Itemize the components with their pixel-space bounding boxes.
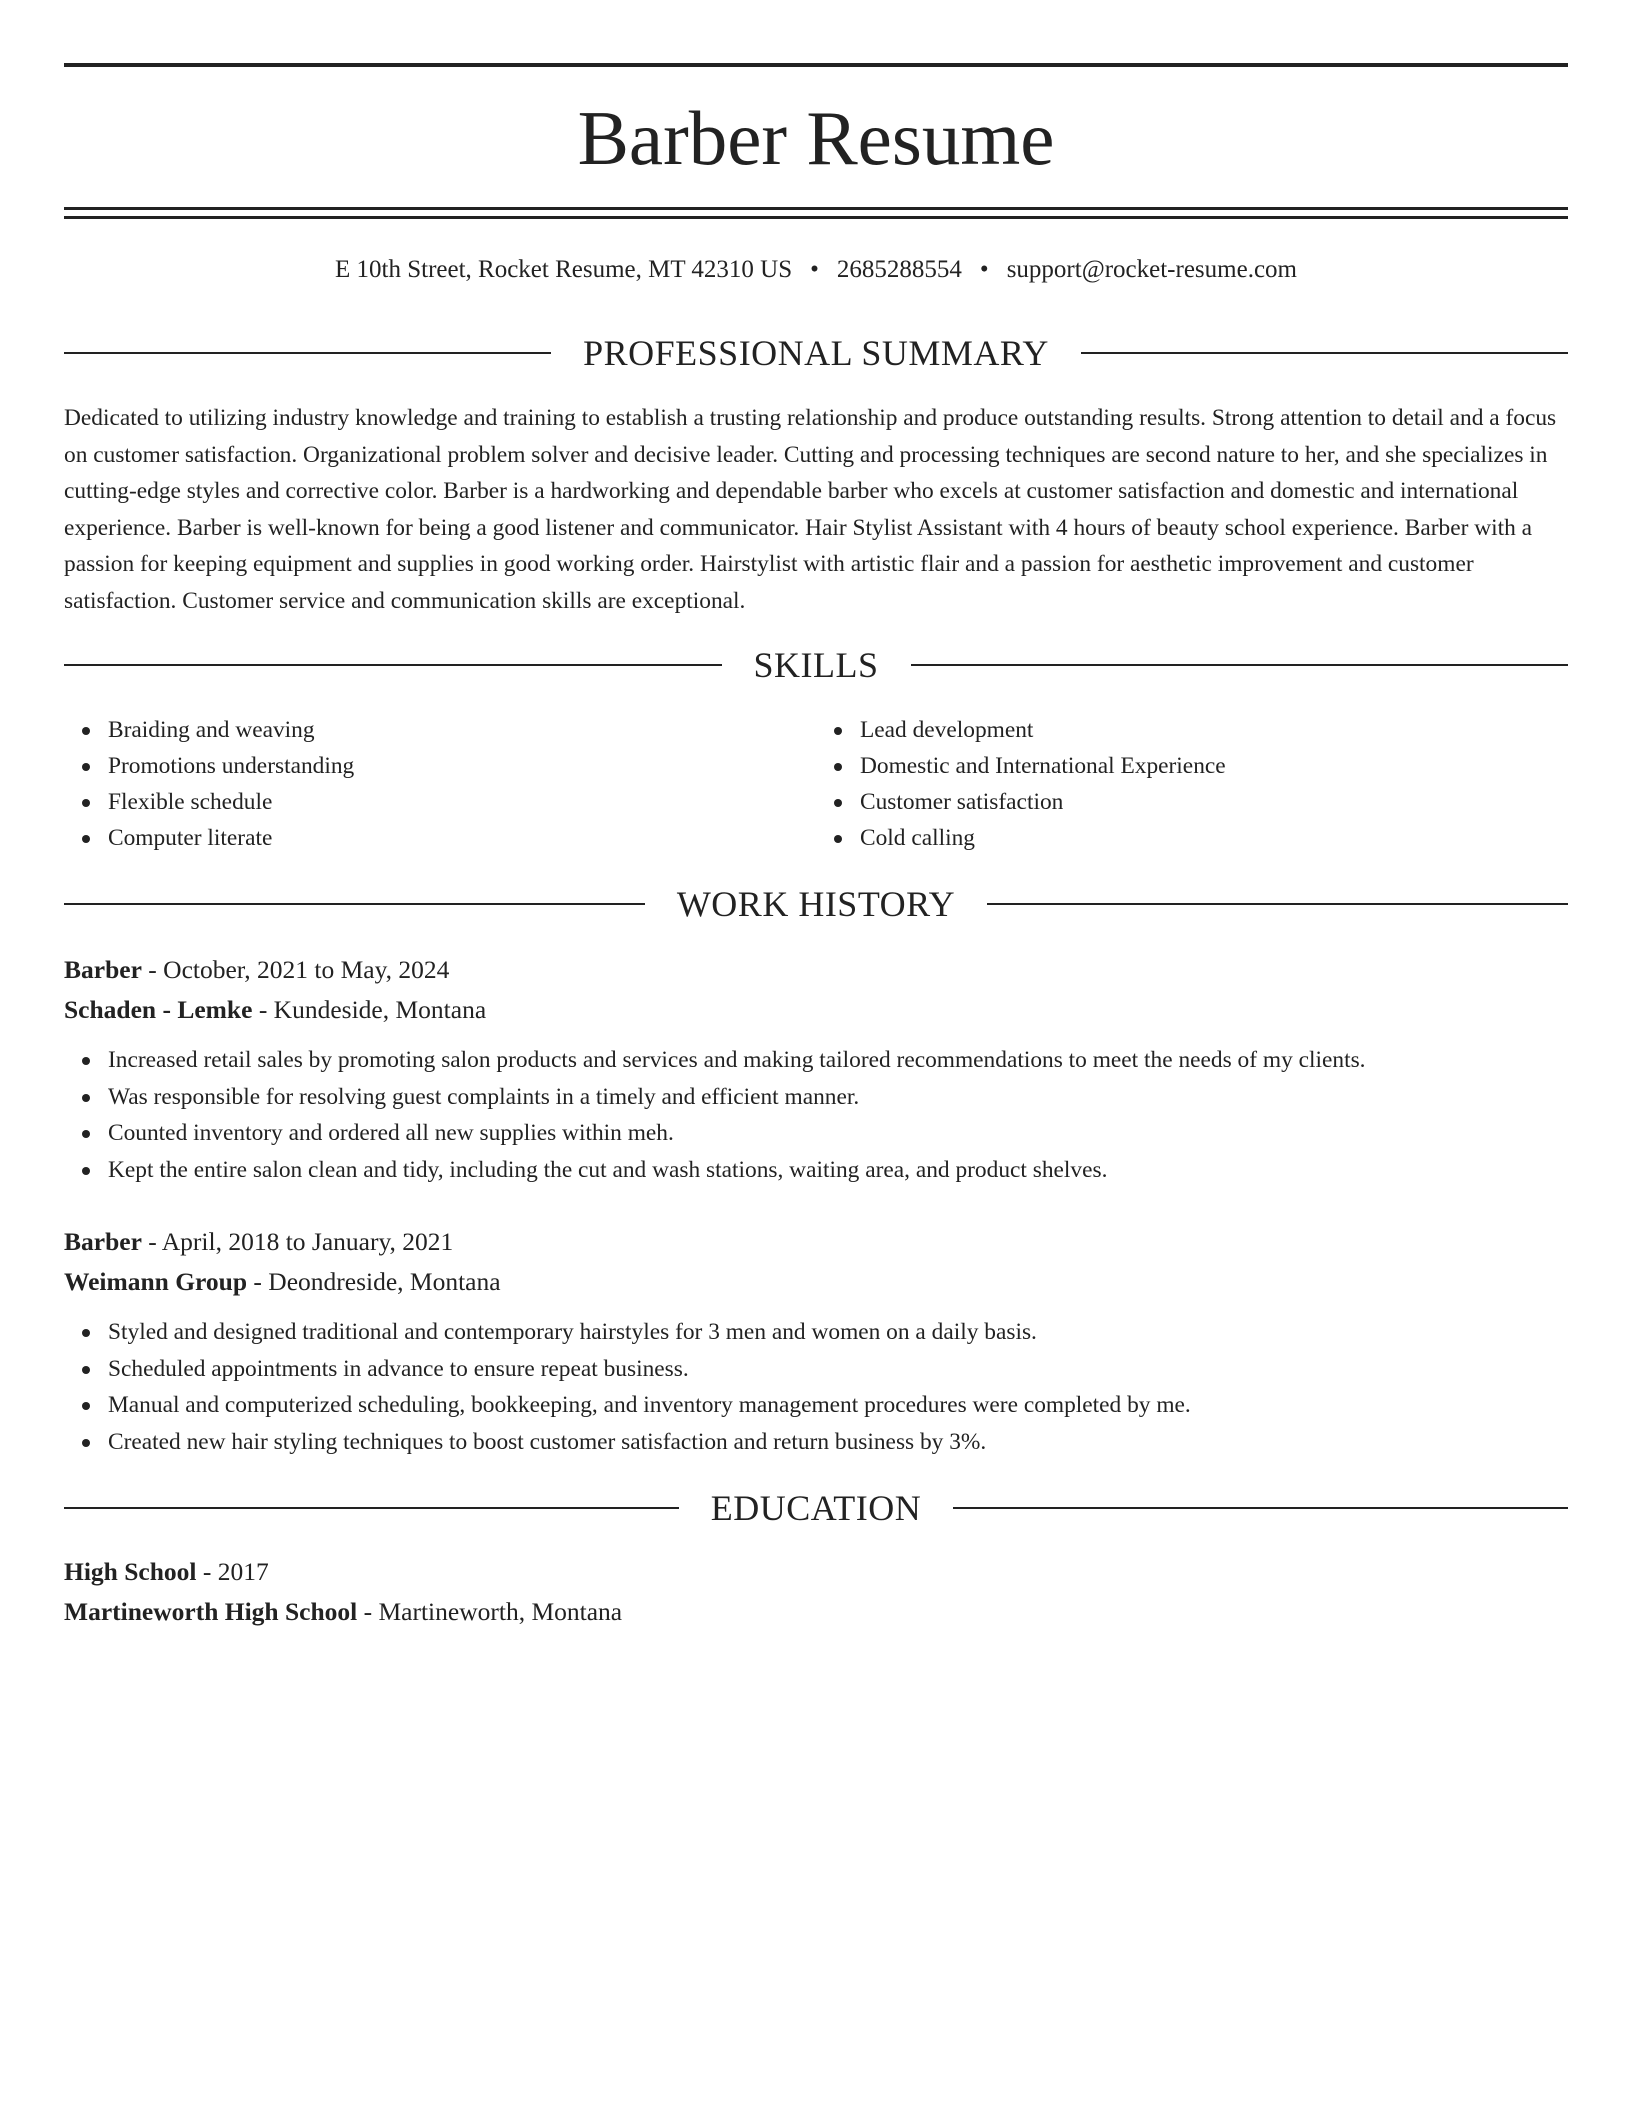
skills-column-right xyxy=(816,712,1568,856)
job-duty: Created new hair styling techniques to boost customer satisfaction and return business by 3%. xyxy=(108,1424,1568,1461)
job-company-line xyxy=(64,1262,1568,1302)
skill-item: Computer literate xyxy=(108,820,816,856)
education-school: Martineworth High School xyxy=(64,1597,358,1626)
job-location: - Kundeside, Montana xyxy=(252,995,487,1024)
heading-rule xyxy=(64,1507,679,1509)
skill-item: Customer satisfaction xyxy=(860,784,1568,820)
job-dates: - October, 2021 to May, 2024 xyxy=(141,955,450,984)
contact-separator: • xyxy=(810,256,819,283)
job-company: Schaden - Lemke xyxy=(64,995,253,1024)
education-year: - 2017 xyxy=(196,1557,269,1586)
education-entry xyxy=(64,1552,1568,1632)
skill-item: Braiding and weaving xyxy=(108,712,816,748)
contact-line xyxy=(64,252,1568,288)
education-degree: High School xyxy=(64,1557,197,1586)
section-title: SKILLS xyxy=(753,645,879,685)
education-school-line xyxy=(64,1592,1568,1632)
contact-separator: • xyxy=(979,256,989,283)
top-rule xyxy=(64,63,1568,67)
section-heading-skills xyxy=(64,643,1568,687)
skill-item: Cold calling xyxy=(860,820,1568,856)
section-heading-work-history xyxy=(64,882,1568,926)
job-duties xyxy=(64,1314,1568,1460)
heading-rule xyxy=(911,664,1569,666)
job-company-line xyxy=(64,990,1568,1030)
job-duty: Counted inventory and ordered all new supplies within meh. xyxy=(108,1115,1568,1152)
section-heading-summary xyxy=(64,331,1568,375)
job-duty: Styled and designed traditional and contemporary hairstyles for 3 men and women on a daily basis. xyxy=(108,1314,1568,1351)
heading-rule xyxy=(64,352,551,354)
job-duty: Increased retail sales by promoting salon products and services and making tailored recommendations to meet the needs of my clients. xyxy=(108,1042,1568,1079)
job-duty: Kept the entire salon clean and tidy, including the cut and wash stations, waiting area, and product shelves. xyxy=(108,1152,1568,1189)
job-entry xyxy=(64,950,1568,1188)
education-degree-line xyxy=(64,1552,1568,1592)
summary-text: Dedicated to utilizing industry knowledge and training to establish a trusting relationship and produce outstanding results. Strong attention to detail and a focus on customer satisfaction. Organizational problem solver and decisive leader. Cutting and processing techniques are second nature to her, and she specializes in cutting-edge styles and corrective color. Barber is a hardworking and dependable barber who excels at customer satisfaction and domestic and international experience. Barber is well-known for being a good listener and communicator. Hair Stylist Assistant with 4 hours of beauty school experience. Barber with a passion for keeping equipment and supplies in good working order. Hairstylist with artistic flair and a passion for aesthetic improvement and customer satisfaction. Customer service and communication skills are exceptional. xyxy=(64,405,1557,614)
title-double-rule xyxy=(64,207,1568,219)
heading-rule xyxy=(1081,352,1568,354)
job-dates: - April, 2018 to January, 2021 xyxy=(141,1227,454,1256)
job-location: - Deondreside, Montana xyxy=(247,1267,501,1296)
skill-item: Flexible schedule xyxy=(108,784,816,820)
job-company: Weimann Group xyxy=(64,1267,248,1296)
skill-item: Domestic and International Experience xyxy=(860,748,1568,784)
job-duty: Manual and computerized scheduling, bookkeeping, and inventory management procedures were completed by me. xyxy=(108,1387,1568,1424)
education-location: - Martineworth, Montana xyxy=(357,1597,623,1626)
section-heading-education xyxy=(64,1486,1568,1530)
heading-rule xyxy=(64,664,722,666)
contact-phone: 2685288554 xyxy=(836,256,962,283)
job-entry xyxy=(64,1222,1568,1460)
job-title: Barber xyxy=(64,1227,142,1256)
contact-email: support@rocket-resume.com xyxy=(1006,256,1297,283)
resume-title: Barber Resume xyxy=(577,95,1055,181)
skills-list xyxy=(64,712,1568,856)
job-duty: Was responsible for resolving guest complaints in a timely and efficient manner. xyxy=(108,1079,1568,1116)
section-title: EDUCATION xyxy=(710,1488,922,1528)
skill-item: Lead development xyxy=(860,712,1568,748)
contact-address: E 10th Street, Rocket Resume, MT 42310 US xyxy=(335,256,793,283)
skills-column-left xyxy=(64,712,816,856)
heading-rule xyxy=(64,903,645,905)
job-title-line xyxy=(64,1222,1568,1262)
skill-item: Promotions understanding xyxy=(108,748,816,784)
job-duty: Scheduled appointments in advance to ensure repeat business. xyxy=(108,1351,1568,1388)
section-title: WORK HISTORY xyxy=(676,884,956,924)
heading-rule xyxy=(953,1507,1568,1509)
job-title: Barber xyxy=(64,955,142,984)
job-duties xyxy=(64,1042,1568,1188)
section-title: PROFESSIONAL SUMMARY xyxy=(583,333,1049,373)
job-title-line xyxy=(64,950,1568,990)
heading-rule xyxy=(987,903,1568,905)
